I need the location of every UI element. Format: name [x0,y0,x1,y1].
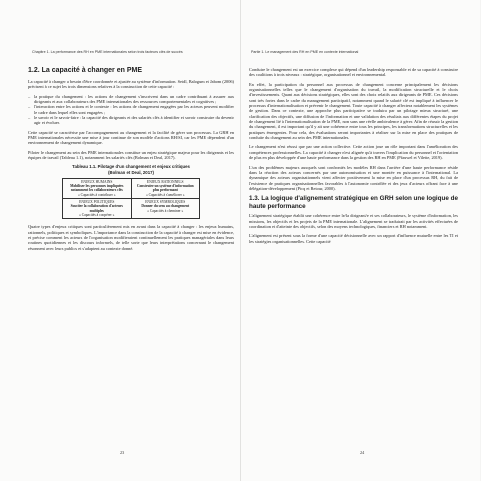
issues-table [62,178,200,219]
paragraph: L'alignement stratégique établit une cohérence entre le/la dirigeant/e et ses collaborateurs, le système d'information, les missions, les objectifs et les projets de la PME internationale. L'alignement se traduirait par les activités effectuées de coordination et d'atteinte des objectifs, selon des moyens technologiques, financiers et RH notamment. [249,213,458,229]
paragraph: Le changement n'est réussi que par une action collective. Cette action joue un rôle important dans l'amélioration des compétences professionnelles. La capacité à changer n'est alignée qu'à travers l'implication du personnel et l'orientation de plus en plus développée d'une haute performance dans la gestion des RH en PME (Pfauwel et Vilette, 2019). [249,144,458,161]
cell-title: ENJEUX HUMAINS [81,179,113,184]
right-page [240,0,480,481]
paragraph: En effet, la participation du personnel aux processus de changement concerne principalement les décisions organisationnelles telles que le changement d'organisation du travail, la modification structurelle et le choix d'investissements. Quant aux décisions stratégiques, elles sont des choix relatifs aux dirigeants de PME. Ces décisions sont très fortes dans le cadre du management participatif, notamment quand le salarié clé est impliqué à influencer le processus d'internationalisation et prévenir le changement. Toute capacité à changer affectera notablement les systèmes de gestion. Dans ce contexte, une approche plus participative se traduira par un pilotage mieux structuré, une clarification des objectifs, une diffusion de l'information et une validation des résultats aux différentes étapes du projet de changement lié à l'internationalisation de la PME, non sans une réelle ambivalence à gérer. Afin de réussir la gestion du changement, il est important qu'il y ait une cohérence entre tous les principes, les transformations structurelles et les pratiques émergentes. Pour cela, des évaluations seront importantes à réaliser sur la mise en place des pratiques de conduite du changement au sein des PME internationales. [249,81,458,141]
cell-title: ENJEUX RATIONNELS [146,179,184,184]
running-head-left: Chapitre 1. La performance des RH en PME internationales selon trois facteurs clés de succès [32,50,183,54]
left-page [0,0,240,481]
list-item: – le savoir et le savoir-faire : la capacité des dirigeants et des salariés clés à identifier et savoir construire du devenir agir et évoluer. [34,115,234,126]
table-cell [63,199,132,219]
left-page-content [28,67,234,251]
paragraph: Quatre types d'enjeux critiques sont particulièrement mis en avant dans la capacité à changer : les enjeux humains, rationnels, politiques et symboliques. L'importance dans la construction de la capacité à changer est mise en évidence, et précise comment les acteurs de l'organisation modifieraient continuellement les pratiques managériales dans leurs routines quotidiennes et les discours informels, de telle sorte que leurs interprétations concernant le changement résonnent avec leurs publics et s'adaptent au contexte donné. [28,224,234,251]
table-caption-title: Tableau 1.1. Pilotage d'un changement et enjeux critiques [72,164,190,170]
page-number: 24 [360,450,365,455]
table-row [63,199,200,219]
cell-title: ENJEUX SYMBOLIQUES [145,200,186,205]
table-cell [63,178,132,198]
cell-capacity: « Capacités à s'améliorer » [145,192,185,197]
bullet-list [28,94,234,126]
table-caption-source: (Bolman et Deal, 2017) [108,169,154,175]
paragraph: Conduire le changement est un exercice complexe qui dépend d'un leadership responsable et de sa capacité à construire des coalitions à trois niveaux : stratégique, organisationnel et environnemental. [249,67,458,78]
page-number: 23 [120,450,125,455]
cell-capacity: « Capacités à cheminer » [147,208,184,213]
cell-capacity: « Capacités à contribuer » [77,192,116,197]
cell-description: Susciter la collaboration d'acteurs multiples [70,204,123,213]
list-item: – l'interaction entre les actions et le contexte : les actions de changement engagées par les acteurs peuvent modifier le cadre dans lequel elles sont engagées ; [34,104,234,115]
table-row [63,178,200,198]
list-item: – la pratique du changement : les actions de changement s'inscrivent dans un cadre contribuant à assurer aux dirigeants et aux collaborateurs des PME internationales des ressources comportementales et cognitives ; [34,94,234,105]
right-page-content [249,67,458,244]
cell-description: Mobiliser les personnes impliquées notamment les collaborateurs clés [70,184,124,193]
paragraph: Piloter le changement au sein des PME internationales constitue un enjeu stratégique majeur pour les dirigeants et les équipes de travail (Tableau 1.1), notamment les salariés clés (Bolman et Deal, 2017). [28,149,234,161]
table-caption [28,164,234,174]
paragraph: L'un des problèmes majeurs auxquels sont confrontés les modèles RH dans l'arrière d'une haute performance réside dans la réaction des acteurs concernés par une autonomisation et une montée en puissance à l'international. La dynamique des acteurs organisationnels vient affecter positivement la mise en place d'un processus RH, du fait de l'existence de pratiques organisationnelles favorables à l'autonomie contrôlée et des jeux d'acteurs offrant face à une délégation-développement (Picq et Retour, 2000). [249,164,458,191]
table-cell [131,199,200,219]
section-heading-1-3: 1.3. La logique d'alignement stratégique en GRH selon une logique de haute performance [249,195,458,210]
table-cell [131,178,200,198]
paragraph: L'alignement est présent sous la forme d'une capacité décisionnelle avec un rapport d'influence mutuelle entre les TI et les stratégies organisationnelles. Cette capacité [249,233,458,244]
paragraph: Cette capacité se caractérise par l'accompagnement au changement et la facilité de gérer son processus. La GRH en PME internationales nécessite une mise à jour continue de son modèle d'actions RH/SI, car les PME dépendent d'un environnement de changement dynamique. [28,129,234,146]
cell-title: ENJEUX POLITIQUES [79,200,115,205]
cell-description: Construire un système d'information plus performant [136,184,194,193]
section-heading-1-2: 1.2. La capacité à changer en PME [28,67,142,74]
cell-capacity: « Capacités à coopérer » [79,212,115,217]
running-head-right: Partie 1. Le management des RH en PME en contexte international [251,50,359,54]
cell-description: Donner du sens au changement [141,204,190,209]
paragraph: La capacité à changer a besoin d'être coordonnée et ajustée au système d'information. Seidl, Balogum et Jabom (2006) précisent à ce sujet les trois dimensions relatives à la construction de cette capacité : [28,79,234,90]
